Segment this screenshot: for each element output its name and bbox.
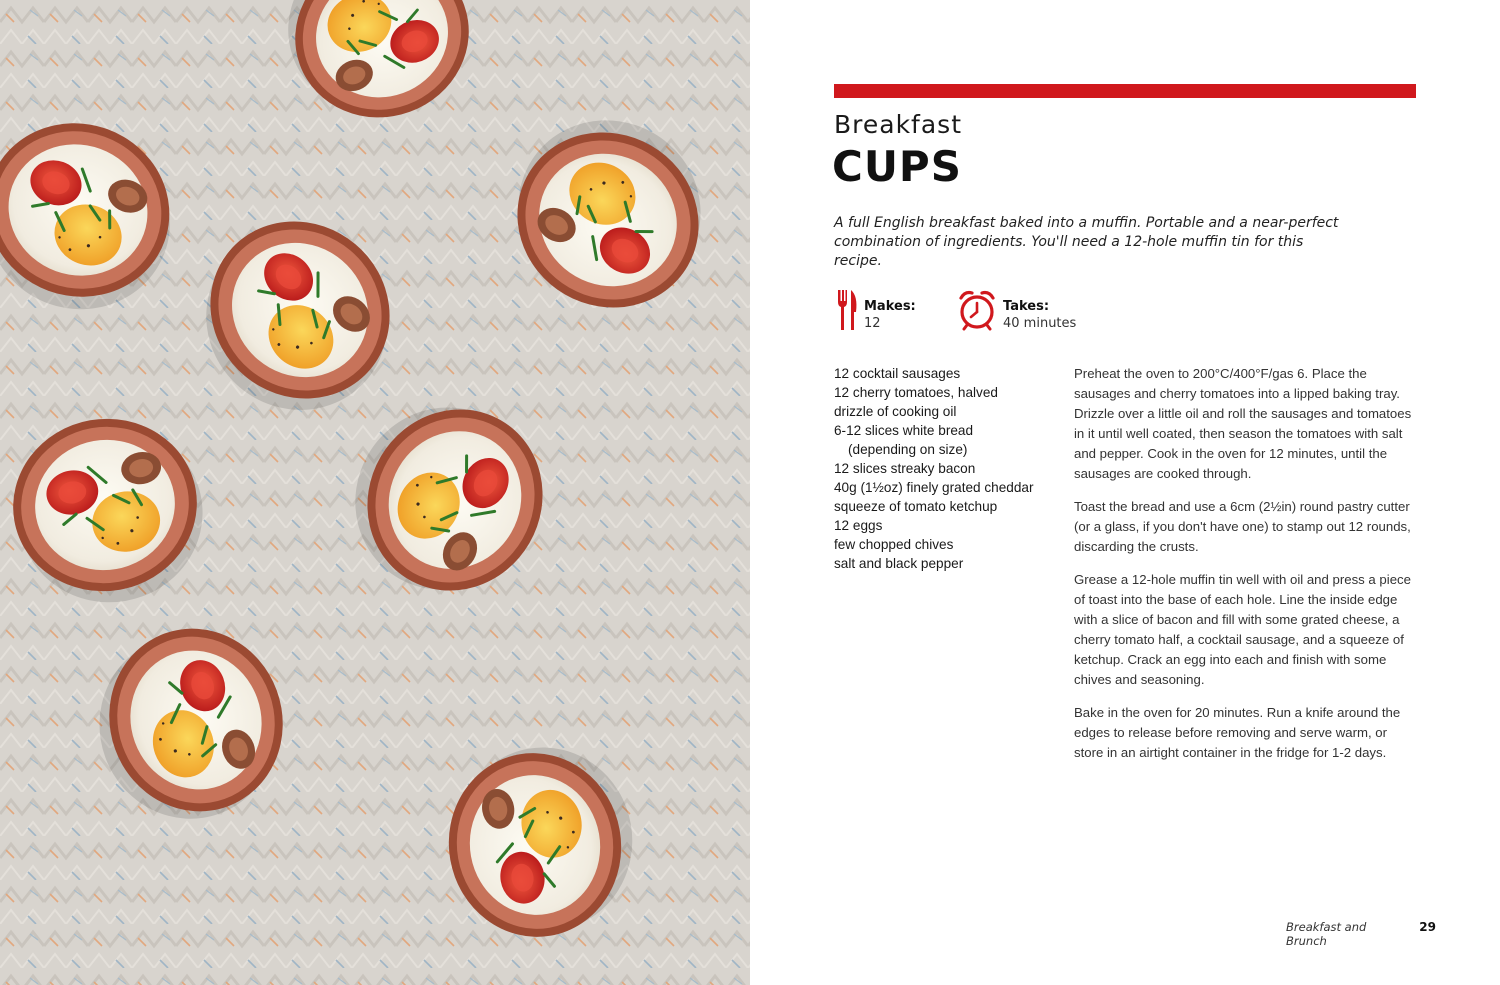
takes-info <box>957 288 1076 332</box>
ingredient-item: 6-12 slices white bread <box>834 423 974 438</box>
cutlery-icon <box>834 288 864 332</box>
ingredient-item: few chopped chives <box>834 537 954 552</box>
ingredient-item: (depending on size) <box>848 442 968 457</box>
recipe-title-prefix: Breakfast <box>834 110 963 139</box>
method-step: Toast the bread and use a 6cm (2½in) round pastry cutter (or a glass, if you don't have one) to stamp out 12 rounds, discarding the crusts. <box>1074 499 1411 554</box>
ingredient-item: salt and black pepper <box>834 556 964 571</box>
page-number: 29 <box>1419 920 1436 934</box>
page-footer <box>1286 920 1436 948</box>
section-name: Breakfast and Brunch <box>1286 920 1367 948</box>
makes-label: Makes: <box>864 299 916 314</box>
recipe-title: CUPS <box>832 142 962 191</box>
method-steps <box>1074 364 1414 776</box>
makes-value: 12 <box>864 316 881 331</box>
takes-label: Takes: <box>1003 299 1050 314</box>
recipe-page <box>750 0 1500 985</box>
ingredient-item: 12 cocktail sausages <box>834 366 961 381</box>
ingredient-item: 12 cherry tomatoes, halved <box>834 385 998 400</box>
alarm-clock-icon <box>957 288 1003 332</box>
ingredient-item: 12 slices streaky bacon <box>834 461 976 476</box>
recipe-intro: A full English breakfast baked into a muffin. Portable and a near-perfect combination of ingredients. You'll need a 12-hole muffin tin for this recipe. <box>834 215 1339 269</box>
method-step: Grease a 12-hole muffin tin well with oil and press a piece of toast into the base of each hole. Line the inside edge with a slice of bacon and fill with some grated cheese, a cherry tomato half, a cocktail sausage, and a squeeze of ketchup. Crack an egg into each and finish with some chives and seasoning. <box>1074 572 1411 687</box>
accent-bar <box>834 84 1416 98</box>
ingredient-item: 12 eggs <box>834 518 883 533</box>
makes-info <box>834 288 916 332</box>
ingredient-item: drizzle of cooking oil <box>834 404 957 419</box>
ingredient-item: squeeze of tomato ketchup <box>834 499 998 514</box>
ingredients-list <box>834 364 1054 573</box>
takes-value: 40 minutes <box>1003 316 1077 331</box>
method-step: Preheat the oven to 200°C/400°F/gas 6. Place the sausages and cherry tomatoes into a lipped baking tray. Drizzle over a little oil and roll the sausages and tomatoes in it until well coated, then season the tomatoes with salt and pepper. Cook in the oven for 12 minutes, until the sausages are cooked through. <box>1074 366 1412 481</box>
method-step: Bake in the oven for 20 minutes. Run a knife around the edges to release before removing and serve warm, or store in an airtight container in the fridge for 1-2 days. <box>1074 705 1401 760</box>
ingredient-item: 40g (1½oz) finely grated cheddar <box>834 480 1034 495</box>
